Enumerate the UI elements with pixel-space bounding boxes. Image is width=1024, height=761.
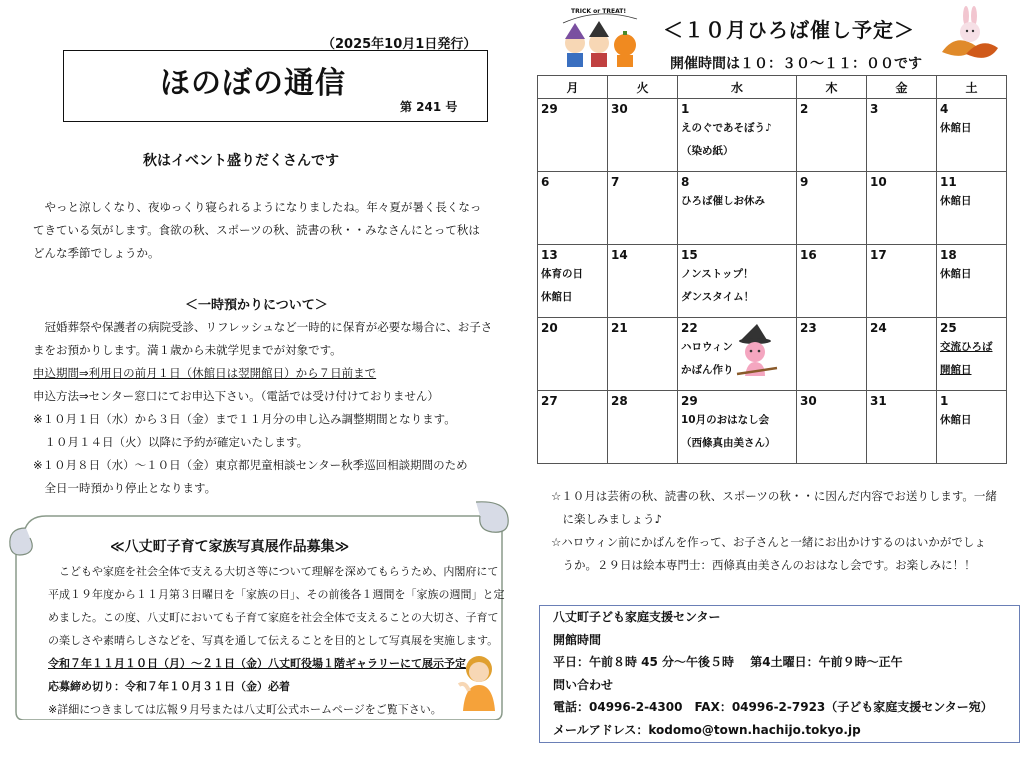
- day-event: かばん作り: [681, 364, 734, 376]
- calendar-week-row: [538, 99, 1007, 172]
- day-event: 休館日: [940, 268, 972, 280]
- weekday-header: 木: [797, 76, 867, 99]
- day-number: 28: [611, 394, 628, 408]
- calendar-day-cell: [867, 318, 937, 391]
- day-number: 30: [800, 394, 817, 408]
- day-number: 1: [681, 102, 690, 116]
- newsletter-title: ほのぼの通信: [160, 66, 346, 101]
- intro-line: どんな季節でしょうか。: [33, 246, 160, 260]
- weekday-header: 月: [538, 76, 608, 99]
- calendar-day-cell: [797, 172, 867, 245]
- childcare-line: １０月１４日（火）以降に予約が確定いたします。: [33, 435, 309, 449]
- intro-line: てきている気がします。食欲の秋、スポーツの秋、読書の秋・・みなさんにとって秋は: [33, 223, 480, 237]
- weekday-header: 金: [867, 76, 937, 99]
- photo-line: ※詳細につきましては広報９月号または八丈町公式ホームページをご覧下さい。: [48, 703, 442, 716]
- photo-contest-text: [48, 560, 505, 721]
- day-number: 29: [681, 394, 698, 408]
- calendar-day-cell: [797, 391, 867, 464]
- calendar-day-cell: [608, 99, 678, 172]
- day-event: 休館日: [541, 291, 573, 303]
- calendar-day-cell: [678, 391, 797, 464]
- calendar-day-cell: [678, 172, 797, 245]
- calendar-day-cell: [867, 245, 937, 318]
- day-number: 3: [870, 102, 879, 116]
- calendar-day-cell: [678, 99, 797, 172]
- childcare-line: 申込方法⇒センター窓口にてお申込下さい。（電話では受け付けておりません）: [33, 389, 439, 403]
- childcare-line: 全日一時預かり停止となります。: [33, 481, 217, 495]
- calendar-day-cell: [538, 99, 608, 172]
- calendar-day-cell: [797, 245, 867, 318]
- girl-illustration-icon: [455, 655, 501, 713]
- photo-contest-title: ≪八丈町子育て家族写真展作品募集≫: [110, 539, 350, 555]
- notes: [551, 485, 997, 577]
- intro-text: [33, 196, 481, 265]
- weekday-header: 土: [937, 76, 1007, 99]
- calendar-day-cell: [608, 391, 678, 464]
- headline: 秋はイベント盛りだくさんです: [143, 153, 339, 169]
- calendar-day-cell: [937, 99, 1007, 172]
- weekday-row: [538, 76, 1007, 99]
- day-number: 7: [611, 175, 620, 189]
- calendar-day-cell: [937, 172, 1007, 245]
- calendar-day-cell: [797, 99, 867, 172]
- calendar-day-cell: [608, 318, 678, 391]
- day-event: ノンストップ！: [681, 268, 754, 280]
- day-number: 10: [870, 175, 887, 189]
- calendar-day-cell: [538, 172, 608, 245]
- trick-or-treat-text: TRICK or TREAT!: [571, 8, 627, 15]
- inquiry-label: 問い合わせ: [553, 677, 614, 692]
- day-number: 25: [940, 321, 957, 335]
- calendar-day-cell: [867, 172, 937, 245]
- childcare-line: ※１０月１日（水）から３日（金）まで１１月分の申し込み調整期間となります。: [33, 412, 456, 426]
- note-line: ☆１０月は芸術の秋、読書の秋、スポーツの秋・・に因んだ内容でお送りします。一緒: [551, 489, 997, 503]
- issue-number: 第 241 号: [400, 100, 458, 114]
- day-number: 11: [940, 175, 957, 189]
- day-event: ハロウィン: [681, 341, 733, 353]
- calendar-day-cell: [867, 391, 937, 464]
- calendar-week-row: [538, 391, 1007, 464]
- childcare-line: 冠婚葬祭や保護者の病院受診、リフレッシュなど一時的に保育が必要な場合に、お子さ: [33, 320, 493, 334]
- day-number: 13: [541, 248, 558, 262]
- day-number: 4: [940, 102, 949, 116]
- day-event: （染め紙）: [681, 145, 734, 157]
- day-event: 休館日: [940, 195, 972, 207]
- intro-line: やっと涼しくなり、夜ゆっくり寝られるようになりましたね。年々夏が暑く長くなっ: [33, 200, 482, 214]
- weekday-header: 水: [678, 76, 797, 99]
- calendar-day-cell: [538, 245, 608, 318]
- photo-line: 令和７年１１月１０日（月）～２１日（金）八丈町役場１階ギャラリーにて展示予定: [48, 657, 466, 670]
- day-number: 8: [681, 175, 690, 189]
- day-event: （西條真由美さん）: [681, 437, 776, 449]
- day-event: 交流ひろば: [940, 341, 993, 353]
- day-number: 23: [800, 321, 817, 335]
- rabbit-autumn-icon: [936, 2, 1002, 64]
- childcare-line: 申込期間⇒利用日の前月１日（休館日は翌開館日）から７日前まで: [33, 366, 377, 380]
- photo-line: めました。この度、八丈町においても子育て家庭を社会全体で支えることの大切さ、子育て: [48, 611, 499, 624]
- day-event: 休館日: [940, 414, 972, 426]
- photo-line: 平成１９年度から１１月第３日曜日を「家族の日」、その前後各１週間を「家族の週間」と定: [48, 588, 505, 601]
- day-number: 18: [940, 248, 957, 262]
- day-event: ダンスタイム！: [681, 291, 755, 303]
- calendar-title: ＜１０月ひろば催し予定＞: [663, 18, 915, 42]
- day-number: 20: [541, 321, 558, 335]
- day-number: 6: [541, 175, 550, 189]
- calendar-hours: 開催時間は１０：３０～１１：００です: [670, 56, 922, 72]
- day-number: 30: [611, 102, 628, 116]
- hours: 平日：午前８時 45 分～午後５時 第4土曜日：午前９時～正午: [553, 655, 903, 669]
- email: メールアドレス：kodomo@town.hachijo.tokyo.jp: [553, 722, 861, 737]
- childcare-line: まをお預かりします。満１歳から未就学児までが対象です。: [33, 343, 342, 357]
- photo-line: 応募締め切り：令和７年１０月３１日（金）必着: [48, 680, 290, 693]
- calendar-day-cell: [538, 318, 608, 391]
- childcare-heading: ＜一時預かりについて＞: [185, 298, 328, 313]
- calendar-day-cell: [937, 318, 1007, 391]
- day-number: 17: [870, 248, 887, 262]
- calendar-week-row: [538, 172, 1007, 245]
- note-line: に楽しみましょう♪: [551, 512, 662, 526]
- calendar-day-cell: [678, 245, 797, 318]
- day-number: 16: [800, 248, 817, 262]
- day-event: ひろば催しお休み: [681, 195, 765, 207]
- day-number: 1: [940, 394, 949, 408]
- calendar-day-cell: [538, 391, 608, 464]
- day-number: 27: [541, 394, 558, 408]
- note-line: うか。２９日は絵本専門士：西條真由美さんのおはなし会です。お楽しみに！！: [551, 558, 976, 572]
- calendar-table: [537, 75, 1007, 464]
- day-event: 体育の日: [541, 268, 583, 280]
- calendar-day-cell: [867, 99, 937, 172]
- issue-date: （2025年10月1日発行）: [322, 37, 477, 52]
- day-event: 開館日: [940, 364, 972, 376]
- calendar-day-cell: [608, 245, 678, 318]
- day-number: 9: [800, 175, 809, 189]
- day-event: 休館日: [940, 122, 972, 134]
- weekday-header: 火: [608, 76, 678, 99]
- day-number: 24: [870, 321, 887, 335]
- calendar-day-cell: [608, 172, 678, 245]
- childcare-text: [33, 316, 492, 500]
- day-number: 22: [681, 321, 698, 335]
- witch-rabbit-icon: [733, 324, 781, 382]
- day-number: 2: [800, 102, 809, 116]
- phone-fax: 電話：04996-2-4300 FAX：04996-2-7923（子ども家庭支援センター宛）: [553, 700, 993, 714]
- day-number: 29: [541, 102, 558, 116]
- note-line: ☆ハロウィン前にかばんを作って、お子さんと一緒にお出かけするのはいかがでしょ: [551, 535, 986, 549]
- calendar-week-row: [538, 245, 1007, 318]
- day-number: 31: [870, 394, 887, 408]
- calendar-day-cell: [797, 318, 867, 391]
- childcare-line: ※１０月８日（水）～１０日（金）東京都児童相談センター秋季巡回相談期間のため: [33, 458, 468, 472]
- photo-line: の楽しさや素晴らしさなどを、写真を通して伝えることを目的として写真展を実施します。: [48, 634, 499, 647]
- calendar-day-cell: [937, 245, 1007, 318]
- contact-info: [553, 606, 993, 741]
- day-event: えのぐであそぼう♪: [681, 122, 772, 134]
- day-number: 21: [611, 321, 628, 335]
- day-event: 10月のおはなし会: [681, 414, 770, 426]
- calendar-day-cell: [937, 391, 1007, 464]
- day-number: 14: [611, 248, 628, 262]
- hours-label: 開館時間: [553, 632, 602, 647]
- photo-line: こどもや家庭を社会全体で支える大切さ等について理解を深めてもらうため、内閣府にて: [48, 565, 499, 578]
- day-number: 15: [681, 248, 698, 262]
- center-name: 八丈町子ども家庭支援センター: [553, 610, 721, 624]
